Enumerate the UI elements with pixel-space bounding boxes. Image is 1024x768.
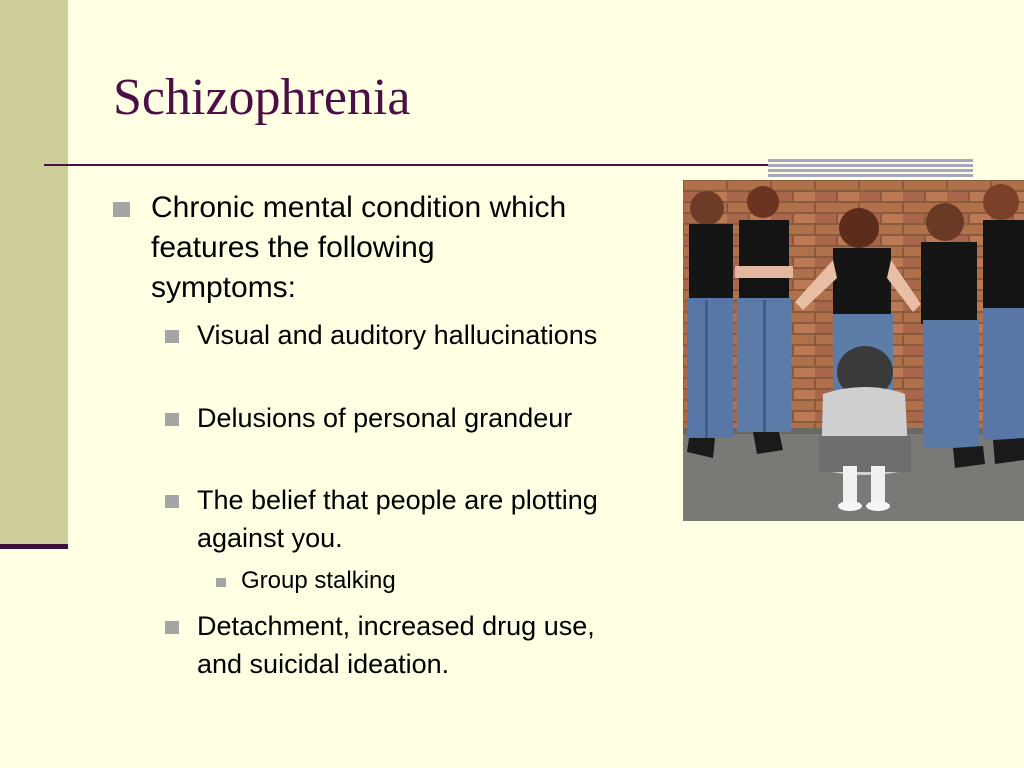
bullet-square-icon [216, 578, 226, 587]
slide-side-bar [0, 0, 68, 545]
bullet-item [165, 316, 605, 354]
bullet-square-icon [113, 202, 130, 217]
side-bar-accent [0, 544, 68, 549]
title-divider-accent [768, 159, 973, 177]
bullet-item [165, 399, 605, 437]
bullet-text: Detachment, increased drug use, and suicidal ideation. [197, 611, 595, 679]
bullet-item [165, 607, 605, 683]
slide-photo [683, 180, 1024, 521]
bullet-text: Visual and auditory hallucinations [197, 320, 598, 350]
bullet-text: Chronic mental condition which features the following symptoms: [151, 191, 567, 304]
bullet-text: Delusions of personal grandeur [197, 403, 573, 433]
photo-illustration [683, 180, 1024, 521]
bullet-item [216, 565, 596, 597]
bullet-item [113, 188, 583, 308]
bullet-text: The belief that people are plotting against you. [197, 485, 598, 553]
bullet-square-icon [165, 621, 179, 634]
bullet-text: Group stalking [241, 567, 396, 594]
bullet-item [165, 481, 605, 557]
slide-title: Schizophrenia [113, 69, 411, 126]
bullet-square-icon [165, 495, 179, 508]
bullet-square-icon [165, 413, 179, 426]
bullet-square-icon [165, 330, 179, 343]
